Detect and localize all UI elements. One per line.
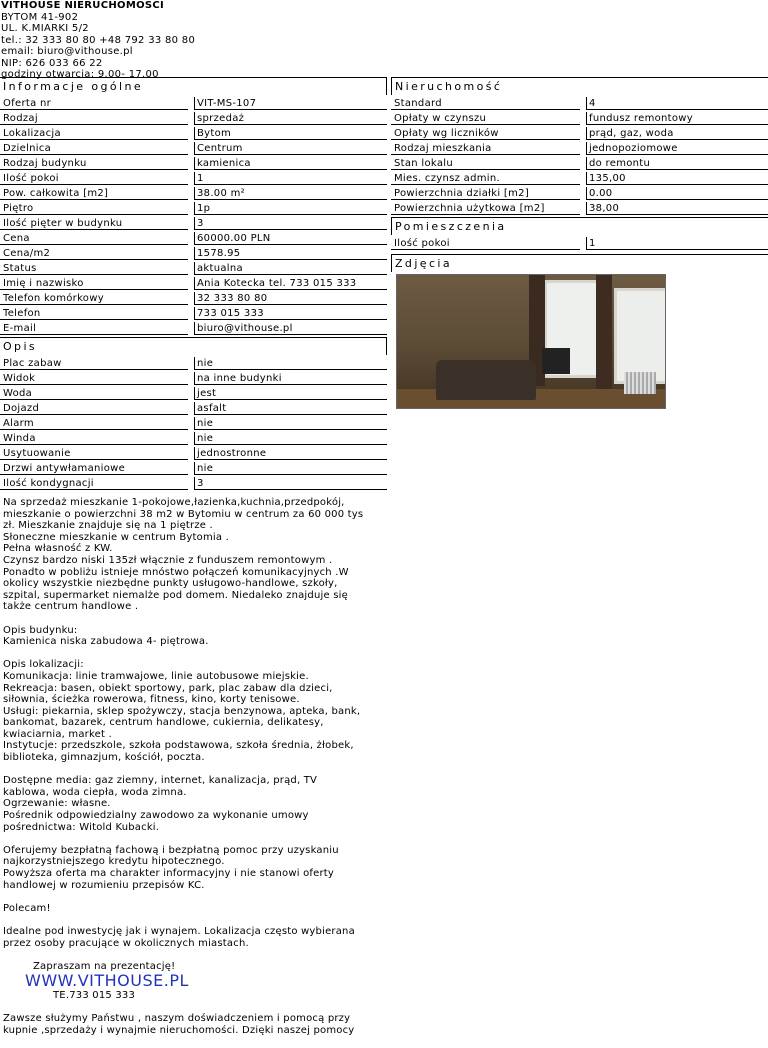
- opis-row: [0, 402, 387, 415]
- general-info-value: Bytom: [194, 127, 387, 140]
- general-info-row: [0, 277, 387, 290]
- description-paragraph: Na sprzedaż mieszkanie 1-pokojowe,łazienka,kuchnia,przedpokój, mieszkanie o powierzchni 38 m2 w Bytomiu w centrum za 60 000 tys zł. Mieszkanie znajduje się na 1 piętrze . Słoneczne mieszkanie w centrum Bytomia . Pełna własność z KW. Czynsz bardzo niski 135zł włącznie z funduszem remontowym . Ponadto w pobliżu istnieje mnóstwo połączeń komunikacyjnych .W okolicy wszystkie niezbędne punkty usługowo-handlowe, szkoły, szpital, supermarket niemalże pod domem. Niedaleko znajduje się także centrum handlowe .: [3, 497, 364, 613]
- description-paragraph: Opis budynku: Kamienica niska zabudowa 4- piętrowa.: [3, 624, 209, 648]
- opis-value: nie: [194, 417, 387, 430]
- general-info-value: sprzedaż: [194, 112, 387, 125]
- general-info-row: [0, 157, 387, 170]
- agency-hours: godziny otwarcia: 9.00- 17.00: [1, 69, 159, 80]
- general-info-value: 38.00 m²: [194, 187, 387, 200]
- general-info-row: [0, 262, 387, 275]
- property-value: 0.00: [586, 187, 768, 200]
- general-info-row: [0, 217, 387, 230]
- property-title: Nieruchomość: [391, 77, 768, 95]
- general-info-label: Ilość pokoi: [0, 172, 188, 185]
- property-label: Powierzchnia użytkowa [m2]: [391, 202, 580, 215]
- opis-row: [0, 387, 387, 400]
- property-row: [391, 127, 768, 140]
- opis-row: [0, 357, 387, 370]
- opis-value: nie: [194, 357, 387, 370]
- general-info-table: [0, 97, 387, 335]
- opis-label: Usytuowanie: [0, 447, 188, 460]
- general-info-value: VIT-MS-107: [194, 97, 387, 110]
- general-info-label: Cena: [0, 232, 188, 245]
- general-info-value: 1578.95: [194, 247, 387, 260]
- description-paragraph: Oferujemy bezpłatną fachową i bezpłatną pomoc przy uzyskaniu najkorzystniejszego kredytu hipotecznego. Powyższa oferta ma charakter informacyjny i nie stanowi oferty handlowej w rozumieniu przepisów KC.: [3, 844, 339, 891]
- property-value: fundusz remontowy: [586, 112, 768, 125]
- general-info-row: [0, 112, 387, 125]
- property-label: Opłaty w czynszu: [391, 112, 580, 125]
- general-info-row: [0, 307, 387, 320]
- general-info-label: Telefon: [0, 307, 188, 320]
- general-info-value: 60000.00 PLN: [194, 232, 387, 245]
- website-link[interactable]: WWW.VITHOUSE.PL: [25, 971, 189, 991]
- property-row: [391, 172, 768, 185]
- opis-row: [0, 432, 387, 445]
- general-info-row: [0, 97, 387, 110]
- opis-label: Drzwi antywłamaniowe: [0, 462, 188, 475]
- opis-value: asfalt: [194, 402, 387, 415]
- general-info-label: Dzielnica: [0, 142, 188, 155]
- general-info-label: Telefon komórkowy: [0, 292, 188, 305]
- opis-value: nie: [194, 462, 387, 475]
- opis-value: jest: [194, 387, 387, 400]
- rooms-value: 1: [586, 237, 768, 250]
- rooms-title: Pomieszczenia: [391, 217, 768, 235]
- photos-title: Zdjęcia: [391, 254, 768, 272]
- property-row: [391, 112, 768, 125]
- opis-row: [0, 447, 387, 460]
- general-info-label: Ilość pięter w budynku: [0, 217, 188, 230]
- general-info-row: [0, 247, 387, 260]
- opis-row: [0, 477, 387, 490]
- property-value: do remontu: [586, 157, 768, 170]
- property-value: 38,00: [586, 202, 768, 215]
- general-info-label: Imię i nazwisko: [0, 277, 188, 290]
- general-info-label: Rodzaj budynku: [0, 157, 188, 170]
- agency-email: email: biuro@vithouse.pl: [1, 46, 133, 57]
- general-info-row: [0, 202, 387, 215]
- description: [0, 492, 387, 1036]
- description-paragraph: Dostępne media: gaz ziemny, internet, kanalizacja, prąd, TV kablowa, woda ciepła, woda zimna. Ogrzewanie: własne. Pośrednik odpowiedzialny zawodowo za wykonanie umowy pośrednictwa: Witold Kubacki.: [3, 775, 318, 833]
- opis-label: Plac zabaw: [0, 357, 188, 370]
- general-info-value: Ania Kotecka tel. 733 015 333: [194, 277, 387, 290]
- opis-row: [0, 417, 387, 430]
- opis-value: 3: [194, 477, 387, 490]
- opis-table: [0, 357, 387, 490]
- general-info-value: 1: [194, 172, 387, 185]
- opis-value: nie: [194, 432, 387, 445]
- invite-text: Zapraszam na prezentację!: [33, 960, 176, 972]
- property-label: Opłaty wg liczników: [391, 127, 580, 140]
- rooms-table: [391, 237, 768, 250]
- property-row: [391, 97, 768, 110]
- property-label: Mies. czynsz admin.: [391, 172, 580, 185]
- general-info-row: [0, 232, 387, 245]
- closing-text: Zawsze służymy Państwu , naszym doświadczeniem i pomocą przy kupnie ,sprzedaży i wynajmie nieruchomości. Dzięki naszej pomocy: [3, 1012, 355, 1036]
- agency-header: [1, 0, 195, 81]
- general-info-value: 1p: [194, 202, 387, 215]
- general-info-value: 3: [194, 217, 387, 230]
- general-info-label: Pow. całkowita [m2]: [0, 187, 188, 200]
- general-info-row: [0, 292, 387, 305]
- opis-title: Opis: [0, 337, 387, 355]
- property-value: jednopoziomowe: [586, 142, 768, 155]
- left-column: [0, 77, 387, 1048]
- general-info-label: Oferta nr: [0, 97, 188, 110]
- agency-name: VITHOUSE NIERUCHOMOŚCI: [1, 0, 165, 11]
- opis-label: Winda: [0, 432, 188, 445]
- property-value: prąd, gaz, woda: [586, 127, 768, 140]
- general-info-row: [0, 172, 387, 185]
- property-table: [391, 97, 768, 215]
- rooms-label: Ilość pokoi: [391, 237, 580, 250]
- agency-city: BYTOM 41-902: [1, 11, 79, 23]
- general-info-value: 32 333 80 80: [194, 292, 387, 305]
- general-info-value: 733 015 333: [194, 307, 387, 320]
- property-value: 4: [586, 97, 768, 110]
- agency-street: UL. K.MIARKI 5/2: [1, 23, 89, 34]
- opis-label: Ilość kondygnacji: [0, 477, 188, 490]
- general-info-value: biuro@vithouse.pl: [194, 322, 387, 335]
- opis-label: Alarm: [0, 417, 188, 430]
- opis-label: Dojazd: [0, 402, 188, 415]
- general-info-label: E-mail: [0, 322, 188, 335]
- description-paragraph: Polecam!: [3, 902, 51, 914]
- general-info-row: [0, 142, 387, 155]
- general-info-row: [0, 187, 387, 200]
- property-row: [391, 142, 768, 155]
- description-paragraph: Opis lokalizacji: Komunikacja: linie tramwajowe, linie autobusowe miejskie. Rekreacja: basen, obiekt sportowy, park, plac zabaw dla dzieci, siłownia, ścieżka rowerowa, fitness, kino, korty tenisowe. Usługi: piekarnia, sklep spożywczy, stacja benzynowa, apteka, bank, bankomat, bazarek, centrum handlowe, cukiernia, delikatesy, kwiaciarnia, market . Instytucje: przedszkole, szkoła podstawowa, szkoła średnia, żłobek, biblioteka, gimnazjum, kościół, poczta.: [3, 659, 361, 764]
- general-info-value: Centrum: [194, 142, 387, 155]
- property-label: Powierzchnia działki [m2]: [391, 187, 580, 200]
- general-info-value: kamienica: [194, 157, 387, 170]
- property-value: 135,00: [586, 172, 768, 185]
- opis-label: Widok: [0, 372, 188, 385]
- general-info-row: [0, 322, 387, 335]
- property-photo[interactable]: [396, 274, 666, 409]
- agency-phone: tel.: 32 333 80 80 +48 792 33 80 80: [1, 34, 196, 46]
- property-label: Rodzaj mieszkania: [391, 142, 580, 155]
- rooms-row: [391, 237, 768, 250]
- opis-value: na inne budynki: [194, 372, 387, 385]
- general-info-title: Informacje ogólne: [0, 77, 387, 95]
- property-row: [391, 187, 768, 200]
- general-info-label: Lokalizacja: [0, 127, 188, 140]
- general-info-label: Status: [0, 262, 188, 275]
- contact-phone: TE.733 015 333: [53, 990, 136, 1002]
- general-info-label: Rodzaj: [0, 112, 188, 125]
- property-label: Standard: [391, 97, 580, 110]
- property-label: Stan lokalu: [391, 157, 580, 170]
- right-column: [391, 77, 768, 409]
- property-row: [391, 157, 768, 170]
- description-paragraph: Idealne pod inwestycję jak i wynajem. Lokalizacja często wybierana przez osoby pracujące w okolicznych miastach.: [3, 925, 355, 949]
- property-row: [391, 202, 768, 215]
- general-info-row: [0, 127, 387, 140]
- general-info-label: Piętro: [0, 202, 188, 215]
- general-info-value: aktualna: [194, 262, 387, 275]
- opis-label: Woda: [0, 387, 188, 400]
- opis-value: jednostronne: [194, 447, 387, 460]
- opis-row: [0, 462, 387, 475]
- agency-nip: NIP: 626 033 66 22: [1, 57, 103, 69]
- opis-row: [0, 372, 387, 385]
- general-info-label: Cena/m2: [0, 247, 188, 260]
